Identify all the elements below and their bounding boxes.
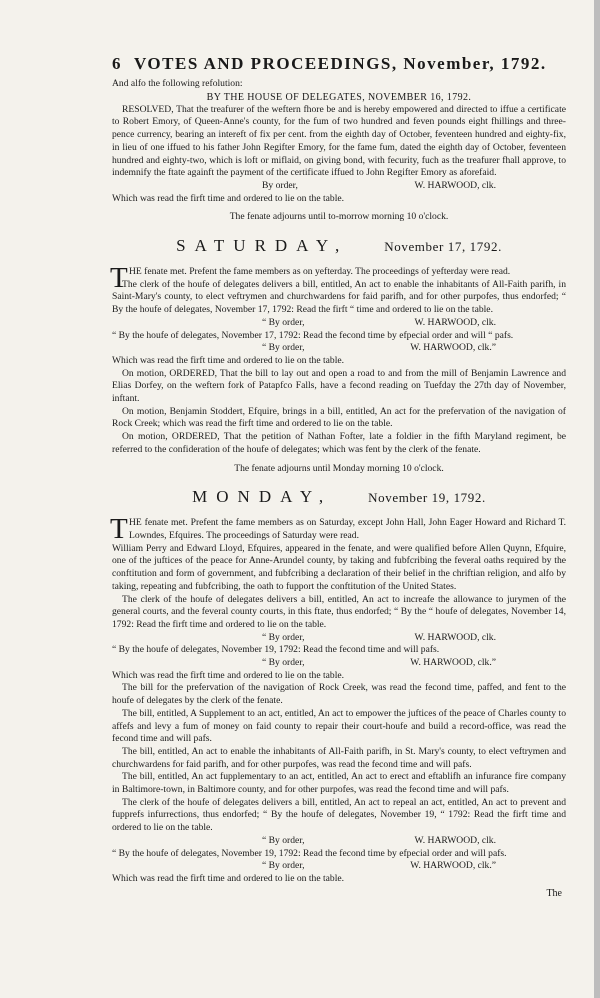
paragraph: The clerk of the houfe of delegates delivers a bill, entitled, An act to increafe the allowance to jurymen of the general courts, and the feveral county courts, in this ftate, thus endorfed; “ By the “ houfe of delegates, November 14, 1792: Read the firft time and ordered to lie on the table. — [112, 593, 566, 630]
day-name: MONDAY, — [192, 487, 333, 507]
paragraph: The bill, entitled, An act fupplementary to an act, entitled, An act to erect and eftablifh an infurance fire company in Baltimore-town, in Baltimore county, and for other purpofes, was read the fecond time and will pafs. — [112, 771, 566, 796]
running-header — [112, 54, 566, 74]
endorsement-line: “ By the houfe of delegates, November 19, 1792: Read the fecond time and will pafs. — [112, 644, 440, 656]
by-order-block — [112, 835, 566, 848]
resolution-heading: BY THE HOUSE OF DELEGATES, NOVEMBER 16, 1792. — [206, 91, 472, 103]
by-order-block — [112, 860, 566, 873]
paragraph: The bill, entitled, A Supplement to an act, entitled, An act to empower the juftices of the peace of Charles county to affefs and levy a fum of money on faid county to repair their court-houfe and build a record-office, was read the fecond time and will pafs. — [112, 707, 566, 745]
page-number: 6 — [112, 54, 122, 73]
by-order-block — [112, 342, 566, 355]
intro-line: And alfo the following refolution: — [112, 78, 243, 89]
paragraph: On motion, ORDERED, That the petition of Nathan Fofter, late a foldier in the fifth Maryland regiment, be referred to the confideration of the houfe of delegates; which was fent by the clerk of the fenate. — [112, 431, 566, 455]
catchword: The — [546, 887, 562, 899]
table-note: Which was read the firft time and ordered to lie on the table. — [112, 354, 345, 366]
by-order-block — [112, 180, 566, 193]
clerk-signature: W. HARWOOD, clk.” — [410, 657, 496, 669]
opening-paragraph — [110, 513, 566, 546]
table-note: Which was read the firft time and ordered to lie on the table. — [112, 669, 345, 681]
paragraph: On motion, ORDERED, That the bill to lay out and open a road to and from the mill of Benjamin Lawrence and Elias Dorfey, on the weftern fork of Patapfco Falls, have a fecond reading on Tuefday the 27th day of November, inftant. — [112, 367, 566, 405]
by-order-label: “ By order, — [262, 631, 305, 643]
by-order-block — [112, 657, 566, 670]
drop-cap: T — [110, 513, 128, 546]
day-heading-saturday — [112, 236, 566, 256]
by-order-block — [112, 317, 566, 330]
clerk-signature: W. HARWOOD, clk. — [414, 631, 496, 643]
endorsement-line: “ By the houfe of delegates, November 17, 1792: Read the fecond time by efpecial order and will “ pafs. — [112, 329, 514, 341]
day-name: SATURDAY, — [176, 236, 349, 256]
opening-paragraph — [110, 262, 566, 295]
adjourn-note: The fenate adjourns until to-morrow morning 10 o'clock. — [229, 211, 449, 223]
drop-cap: T — [110, 262, 128, 295]
by-order-label: “ By order, — [262, 834, 305, 846]
day-date: November 19, 1792. — [368, 490, 486, 506]
by-order-label: By order, — [262, 179, 298, 191]
clerk-signature: W. HARWOOD, clk.” — [410, 860, 496, 872]
paragraph: The clerk of the houfe of delegates delivers a bill, entitled, An act to repeal an act, entitled, An act to prevent and fupprefs infurrections, thus endorfed; “ By the houfe of delegates, November 19, “ 1792: Read the firft time and ordered to lie on the table. — [112, 796, 566, 834]
paragraph: The clerk of the houfe of delegates delivers a bill, entitled, An act to enable the inhabitants of All-Faith parifh, in Saint-Mary's county, to elect veftrymen and churchwardens for faid parifh, and for other purpofes, thus endorfed; “ By the houfe of delegates, November 17, 1792: Read the firft “ time and ordered to lie on the table. — [112, 278, 566, 316]
by-order-label: “ By order, — [262, 316, 305, 328]
paragraph: The bill, entitled, An act to enable the inhabitants of All-Faith parifh, in St. Mary's county, to elect veftrymen and churchwardens for faid parifh, and for other purpofes, was read the fecond time and will pafs. — [112, 745, 566, 770]
day-heading-monday — [112, 487, 566, 507]
paragraph: On motion, Benjamin Stoddert, Efquire, brings in a bill, entitled, An act for the prefervation of the navigation of Rock Creek; which was read the firft time and ordered to lie on the table. — [112, 405, 566, 430]
clerk-signature: W. HARWOOD, clk. — [414, 179, 496, 191]
resolution-text: RESOLVED, That the treafurer of the weftern fhore be and is hereby empowered and directed to iffue a certificate to Robert Emory, of Queen-Anne's county, for the fum of two hundred and feven pounds eight fhillings and three-pence currency, bearing an intereft of fix per cent. from the eighth day of October, feventeen hundred and eighty-fix, in lieu of one iffued to his father John Regifter Emory, for the fame fum, dated the eighth day of October, feventeen hundred and eighty-two, which is loft or miflaid, on giving bond, with fecurity, fuch as the treafurer fhall approve, to indemnify the ftate againft the payment of the certificate iffued to John Regifter Emory as aforefaid. — [112, 103, 566, 179]
opening-text: HE fenate met. Prefent the fame members as on Saturday, except John Hall, John Eager Howard and Richard T. Lowndes, Efquires. The proceedings of Saturday were read. — [129, 517, 566, 541]
adjourn-note: The fenate adjourns until Monday morning 10 o'clock. — [234, 462, 444, 474]
clerk-signature: W. HARWOOD, clk. — [414, 316, 496, 328]
day-date: November 17, 1792. — [384, 239, 502, 255]
running-title: VOTES AND PROCEEDINGS, November, 1792. — [134, 54, 547, 73]
endorsement-line: “ By the houfe of delegates, November 19, 1792: Read the fecond time by efpecial order and will pafs. — [112, 847, 507, 859]
opening-text: HE fenate met. Prefent the fame members as on yefterday. The proceedings of yefterday were read. — [129, 266, 511, 278]
table-note: Which was read the firft time and ordered to lie on the table. — [112, 192, 345, 204]
paragraph: The bill for the prefervation of the navigation of Rock Creek, was read the fecond time, paffed, and fent to the houfe of delegates by the clerk of the fenate. — [112, 682, 566, 707]
by-order-block — [112, 632, 566, 645]
clerk-signature: W. HARWOOD, clk.” — [410, 342, 496, 354]
table-note: Which was read the firft time and ordered to lie on the table. — [112, 872, 345, 884]
clerk-signature: W. HARWOOD, clk. — [414, 834, 496, 846]
paragraph: William Perry and Edward Lloyd, Efquires, appeared in the fenate, and were qualified before Allen Quynn, Efquire, one of the juftices of the peace for Anne-Arundel county, by taking and fubfcribing the feveral oaths required by the conftitution and form of government, and fubfcribing a declaration of their belief in the chriftian religion, and alfo by taking, repeating and fubfcribing, the oath to fupport the conftitution of the United States. — [112, 542, 566, 592]
by-order-label: “ By order, — [262, 657, 305, 669]
by-order-label: “ By order, — [262, 860, 305, 872]
by-order-label: “ By order, — [262, 342, 305, 354]
